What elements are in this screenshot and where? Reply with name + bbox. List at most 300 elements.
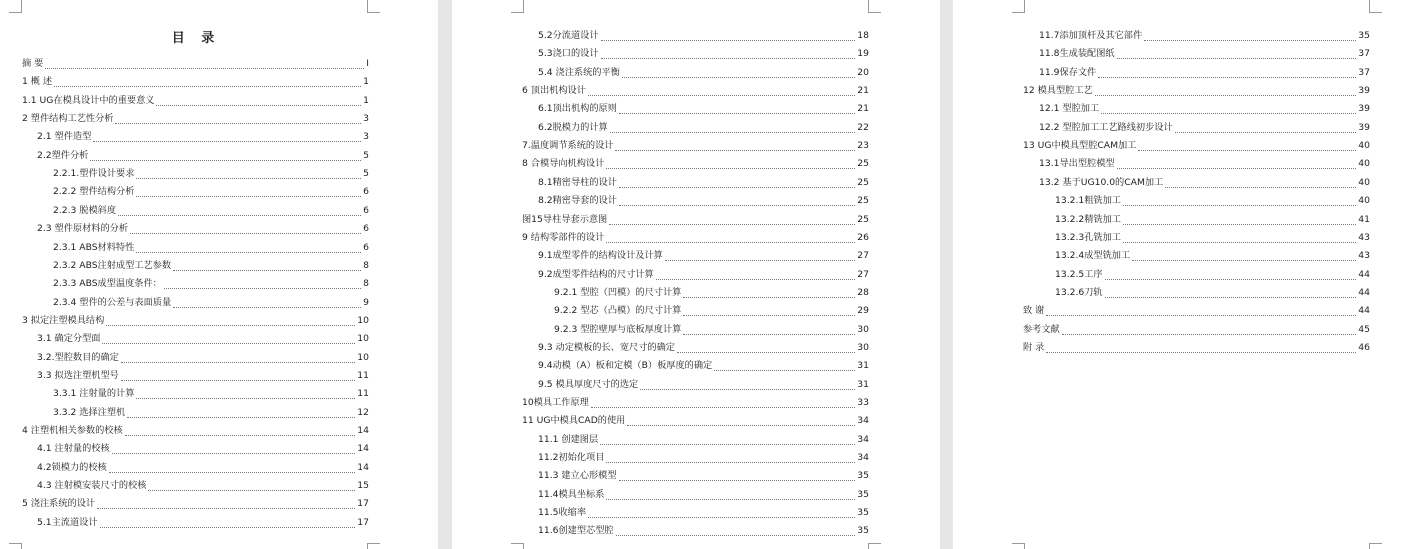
margin-corner-mark [367, 0, 380, 13]
toc-entry-title: 9.2.3 型腔壁厚与底板厚度计算 [554, 323, 682, 335]
toc-entry-title: 9.4动模（A）板和定模（B）板厚度的确定 [538, 360, 713, 372]
toc-entry[interactable] [1023, 323, 1370, 337]
toc-dot-leader [677, 343, 855, 353]
toc-entry-title: 2.3.3 ABS成型温度条件： [53, 278, 162, 290]
toc-entry-title: 4.2锁模力的校核 [37, 461, 107, 473]
toc-entry-page-number: 12 [357, 406, 369, 418]
toc-entry-title: 11.4模具坐标系 [538, 488, 605, 500]
toc-dot-leader [600, 435, 855, 445]
toc-entry-page-number: 6 [363, 223, 369, 235]
toc-entry-page-number: 40 [1358, 140, 1370, 152]
toc-entry[interactable] [37, 369, 369, 383]
toc-entry-page-number: 35 [857, 507, 869, 519]
toc-entry[interactable] [1039, 47, 1370, 61]
toc-dot-leader [1123, 215, 1356, 225]
toc-entry-page-number: 33 [857, 397, 869, 408]
toc-dot-leader [125, 426, 356, 436]
toc-dot-leader [148, 481, 355, 491]
toc-entry[interactable] [53, 204, 369, 218]
toc-entry[interactable] [1023, 304, 1370, 318]
toc-entry-page-number: 14 [357, 443, 369, 455]
margin-corner-mark [868, 543, 881, 549]
document-page-2 [452, 0, 940, 549]
toc-entry[interactable] [522, 139, 869, 153]
toc-entry-title: 3.3.2 选择注塑机 [53, 406, 126, 418]
toc-entry-title: 图15导柱导套示意图 [522, 213, 608, 225]
margin-corner-mark [9, 0, 22, 13]
toc-entry-page-number: 41 [1358, 213, 1370, 225]
toc-entry[interactable] [1023, 84, 1370, 98]
toc-entry[interactable] [53, 241, 369, 255]
toc-entry-page-number: 37 [1358, 66, 1370, 78]
toc-dot-leader [619, 196, 855, 206]
toc-dot-leader [627, 416, 855, 426]
toc-entry[interactable] [538, 194, 869, 208]
toc-entry[interactable] [1055, 194, 1370, 208]
toc-entry-title: 11.1 创建图层 [538, 433, 599, 445]
toc-entry-title: 2.3 塑件原材料的分析 [37, 223, 129, 235]
toc-dot-leader [102, 334, 355, 344]
toc-entry-page-number: 44 [1358, 268, 1370, 280]
toc-entry-page-number: 18 [857, 30, 869, 41]
toc-dot-leader [606, 453, 855, 463]
toc-entry[interactable] [53, 259, 369, 273]
toc-entry-page-number: 8 [363, 278, 369, 290]
toc-entry-page-number: 11 [357, 369, 369, 381]
toc-dot-leader [100, 518, 356, 528]
toc-entry-page-number: 25 [857, 213, 869, 225]
toc-entry-page-number: 25 [857, 195, 869, 207]
toc-entry[interactable] [1055, 268, 1370, 282]
toc-entry-title: 12.2 型腔加工工艺路线初步设计 [1039, 121, 1173, 133]
toc-dot-leader [115, 114, 361, 124]
margin-corner-mark [511, 543, 524, 549]
toc-entry-title: 3.1 确定分型面 [37, 333, 101, 345]
toc-entry-title: 4 注塑机相关参数的校核 [22, 425, 123, 436]
toc-entry-title: 11.5收缩率 [538, 507, 587, 519]
toc-entry-page-number: 40 [1358, 195, 1370, 207]
document-page-1 [0, 0, 438, 549]
toc-entry-page-number: 3 [363, 131, 369, 143]
toc-dot-leader [616, 526, 856, 536]
toc-dot-leader [1175, 123, 1357, 133]
margin-corner-mark [1369, 0, 1382, 13]
toc-entry[interactable] [538, 176, 869, 190]
toc-dot-leader [1117, 159, 1357, 169]
toc-entry[interactable] [37, 130, 369, 144]
toc-entry[interactable] [538, 488, 869, 502]
toc-entry-page-number: 15 [357, 480, 369, 492]
toc-entry-title: 13.2.5工序 [1055, 268, 1103, 280]
toc-entry-page-number: 6 [363, 186, 369, 198]
toc-entry[interactable] [1023, 139, 1370, 153]
toc-entry-title: 9.2.2 型芯（凸模）的尺寸计算 [554, 305, 682, 317]
toc-entry[interactable] [1039, 176, 1370, 190]
toc-entry-title: 8.2精密导套的设计 [538, 195, 617, 207]
toc-entry-title: 1.1 UG在模具设计中的重要意义 [22, 94, 155, 106]
toc-entry-title: 5 浇注系统的设计 [22, 498, 96, 510]
toc-entry[interactable] [1055, 231, 1370, 245]
toc-entry-page-number: 35 [1358, 30, 1370, 41]
toc-entry-title: 附 录 [1023, 341, 1045, 353]
toc-dot-leader [588, 86, 855, 96]
toc-entry-page-number: 39 [1358, 121, 1370, 133]
toc-entry[interactable] [53, 296, 369, 310]
toc-dot-leader [121, 371, 355, 381]
toc-entry-title: 13.2.6刀轨 [1055, 286, 1103, 298]
margin-corner-mark [1012, 0, 1025, 13]
toc-entry-title: 2.2塑件分析 [37, 149, 89, 161]
toc-entry-page-number: 1 [363, 94, 369, 106]
toc-entry-title: 7.温度调节系统的设计 [522, 140, 614, 152]
toc-entry[interactable] [522, 414, 869, 428]
toc-entry-title: 2.2.1.塑件设计要求 [53, 168, 135, 180]
toc-dot-leader [588, 508, 855, 518]
toc-entry[interactable] [37, 442, 369, 456]
toc-entry-title: 2 塑件结构工艺性分析 [22, 113, 114, 125]
toc-entry[interactable] [538, 29, 869, 43]
toc-entry-title: 11.7添加顶杆及其它部件 [1039, 30, 1143, 41]
toc-entry-page-number: 37 [1358, 48, 1370, 60]
toc-entry[interactable] [1023, 341, 1370, 355]
toc-entry-page-number: 40 [1358, 158, 1370, 170]
toc-entry-title: 5.3浇口的设计 [538, 48, 599, 60]
toc-entry[interactable] [1039, 102, 1370, 116]
toc-entry[interactable] [53, 185, 369, 199]
toc-dot-leader [127, 408, 355, 418]
toc-entry-page-number: 30 [857, 341, 869, 353]
toc-entry-page-number: 21 [857, 103, 869, 115]
toc-entry-title: 9.2成型零件结构的尺寸计算 [538, 268, 654, 280]
toc-dot-leader [601, 31, 856, 41]
toc-entry-title: 2.3.2 ABS注射成型工艺参数 [53, 259, 172, 271]
toc-entry-title: 13.2.3孔铣加工 [1055, 231, 1121, 243]
toc-entry[interactable] [522, 157, 869, 171]
toc-dot-leader [136, 243, 361, 253]
toc-entry[interactable] [1039, 157, 1370, 171]
toc-entry[interactable] [522, 213, 869, 227]
margin-corner-mark [9, 543, 22, 549]
toc-entry[interactable] [37, 332, 369, 346]
toc-entry[interactable] [1039, 66, 1370, 80]
toc-dot-leader [640, 380, 855, 390]
toc-entry-title: 13.1导出型腔模型 [1039, 158, 1115, 170]
toc-entry-page-number: 9 [363, 296, 369, 308]
toc-entry-page-number: 3 [363, 113, 369, 125]
toc-entry[interactable] [53, 406, 369, 420]
toc-entry-title: 5.4 浇注系统的平衡 [538, 66, 620, 78]
margin-corner-mark [367, 543, 380, 549]
toc-dot-leader [601, 49, 856, 59]
toc-entry-title: 11.6创建型芯型腔 [538, 525, 614, 537]
toc-entry-page-number: 1 [363, 76, 369, 88]
toc-entry[interactable] [554, 304, 869, 318]
toc-dot-leader [1144, 31, 1356, 41]
toc-dot-leader [1117, 49, 1357, 59]
toc-entry[interactable] [53, 277, 369, 291]
toc-entry-page-number: 25 [857, 176, 869, 188]
toc-dot-leader [656, 270, 856, 280]
toc-entry[interactable] [22, 112, 369, 126]
toc-entry-title: 4.3 注射模安装尺寸的校核 [37, 480, 147, 492]
toc-entry-page-number: 27 [857, 268, 869, 280]
toc-entry[interactable] [37, 479, 369, 493]
toc-entry[interactable] [1055, 286, 1370, 300]
toc-entry[interactable] [522, 396, 869, 410]
toc-entry-page-number: 14 [357, 425, 369, 436]
toc-entry-title: 6 顶出机构设计 [522, 85, 586, 97]
toc-dot-leader [130, 224, 361, 234]
toc-entry[interactable] [538, 506, 869, 520]
toc-entry[interactable] [1055, 249, 1370, 263]
toc-entry[interactable] [37, 222, 369, 236]
toc-entry-page-number: 21 [857, 85, 869, 97]
toc-entry-page-number: 44 [1358, 305, 1370, 317]
margin-corner-mark [511, 0, 524, 13]
toc-entry-page-number: 10 [357, 351, 369, 363]
toc-dot-leader [112, 444, 356, 454]
toc-entry-page-number: 35 [857, 525, 869, 537]
toc-dot-leader [1138, 141, 1356, 151]
toc-entry-page-number: 19 [857, 48, 869, 60]
toc-dot-leader [1062, 325, 1357, 335]
toc-entry-title: 11.2初始化项目 [538, 452, 605, 464]
toc-entry-page-number: 20 [857, 66, 869, 78]
toc-entry-title: 10模具工作原理 [522, 397, 589, 408]
toc-dot-leader [1105, 270, 1357, 280]
toc-entry-title: 1 概 述 [22, 76, 53, 88]
toc-entry-title: 3.2.型腔数目的确定 [37, 351, 119, 363]
toc-entry-title: 11.8生成装配图纸 [1039, 48, 1115, 60]
toc-dot-leader [1095, 86, 1357, 96]
toc-entry-title: 9.1成型零件的结构设计及计算 [538, 250, 663, 262]
toc-entry[interactable] [538, 359, 869, 373]
toc-entry-page-number: 39 [1358, 103, 1370, 115]
toc-dot-leader [1105, 288, 1357, 298]
toc-entry[interactable] [1039, 29, 1370, 43]
toc-entry-page-number: 25 [857, 158, 869, 170]
toc-entry-page-number: 44 [1358, 286, 1370, 298]
toc-dot-leader [173, 261, 361, 271]
toc-entry-page-number: 5 [363, 168, 369, 180]
toc-dot-leader [683, 325, 855, 335]
toc-dot-leader [164, 279, 361, 289]
toc-dot-leader [1165, 178, 1356, 188]
toc-entry-title: 12.1 型腔加工 [1039, 103, 1100, 115]
toc-entry-title: 5.1主流道设计 [37, 516, 98, 528]
toc-entry-title: 8.1精密导柱的设计 [538, 176, 617, 188]
toc-entry-page-number: 6 [363, 241, 369, 253]
toc-entry-page-number: 17 [357, 498, 369, 510]
toc-entry-title: 11.9保存文件 [1039, 66, 1097, 78]
toc-dot-leader [90, 151, 361, 161]
toc-dot-leader [45, 59, 364, 69]
toc-dot-leader [619, 471, 856, 481]
margin-corner-mark [868, 0, 881, 13]
toc-entry[interactable] [37, 351, 369, 365]
toc-dot-leader [1132, 251, 1356, 261]
toc-entry-page-number: 43 [1358, 250, 1370, 262]
toc-entry-title: 2.3.1 ABS材料特性 [53, 241, 135, 253]
toc-entry-title: 13.2.2精铣加工 [1055, 213, 1121, 225]
toc-entry-title: 11.3 建立心形模型 [538, 470, 617, 482]
toc-dot-leader [619, 178, 855, 188]
toc-entry[interactable] [538, 469, 869, 483]
toc-entry[interactable] [522, 84, 869, 98]
toc-entry[interactable] [1039, 121, 1370, 135]
toc-entry-title: 13.2.1粗铣加工 [1055, 195, 1121, 207]
toc-dot-leader [615, 141, 855, 151]
toc-dot-leader [106, 316, 355, 326]
toc-dot-leader [1123, 233, 1356, 243]
toc-entry[interactable] [554, 286, 869, 300]
toc-entry-page-number: 35 [857, 488, 869, 500]
toc-entry-page-number: 34 [857, 433, 869, 445]
toc-entry-title: 13 UG中模具型腔CAM加工 [1023, 140, 1137, 152]
toc-entry-page-number: 8 [363, 259, 369, 271]
toc-dot-leader [109, 463, 356, 473]
toc-entry[interactable] [538, 47, 869, 61]
toc-entry[interactable] [53, 167, 369, 181]
toc-dot-leader [606, 490, 855, 500]
toc-dot-leader [121, 353, 355, 363]
toc-entry-page-number: 35 [857, 470, 869, 482]
toc-entry[interactable] [37, 516, 369, 530]
toc-entry-page-number: I [366, 58, 369, 69]
toc-dot-leader [1046, 343, 1356, 353]
toc-entry-title: 6.2脱模力的计算 [538, 121, 608, 133]
toc-dot-leader [97, 499, 355, 509]
toc-dot-leader [136, 389, 355, 399]
toc-entry-page-number: 34 [857, 452, 869, 464]
toc-entry[interactable] [538, 268, 869, 282]
toc-entry[interactable] [538, 121, 869, 135]
toc-entry-page-number: 43 [1358, 231, 1370, 243]
toc-entry-title: 3 拟定注塑模具结构 [22, 314, 105, 326]
toc-entry[interactable] [22, 57, 369, 71]
toc-entry[interactable] [53, 387, 369, 401]
toc-entry[interactable] [538, 378, 869, 392]
toc-entry-page-number: 27 [857, 250, 869, 262]
toc-dot-leader [136, 187, 361, 197]
toc-dot-leader [1046, 306, 1356, 316]
margin-corner-mark [1369, 543, 1382, 549]
toc-entry[interactable] [1055, 213, 1370, 227]
toc-entry-page-number: 14 [357, 461, 369, 473]
toc-dot-leader [683, 288, 855, 298]
toc-dot-leader [622, 68, 855, 78]
toc-entry-title: 摘 要 [22, 58, 44, 69]
toc-entry-page-number: 6 [363, 204, 369, 216]
toc-entry-page-number: 34 [857, 415, 869, 427]
toc-entry-title: 9.2.1 型腔（凹模）的尺寸计算 [554, 286, 682, 298]
toc-entry-page-number: 45 [1358, 323, 1370, 335]
toc-dot-leader [606, 233, 855, 243]
toc-entry[interactable] [522, 231, 869, 245]
margin-corner-mark [1012, 543, 1025, 549]
toc-entry-page-number: 31 [857, 378, 869, 390]
toc-entry-title: 13.2.4成型铣加工 [1055, 250, 1131, 262]
toc-entry[interactable] [554, 323, 869, 337]
toc-entry[interactable] [538, 102, 869, 116]
toc-entry[interactable] [538, 451, 869, 465]
toc-entry[interactable] [22, 424, 369, 438]
toc-dot-leader [156, 96, 361, 106]
toc-dot-leader [610, 123, 856, 133]
toc-entry-title: 8 合模导向机构设计 [522, 158, 605, 170]
toc-entry-title: 12 模具型腔工艺 [1023, 85, 1093, 97]
toc-entry-page-number: 5 [363, 149, 369, 161]
toc-entry[interactable] [37, 149, 369, 163]
toc-entry-page-number: 46 [1358, 341, 1370, 353]
document-page-3 [953, 0, 1414, 549]
toc-entry-page-number: 39 [1358, 85, 1370, 97]
toc-entry[interactable] [538, 66, 869, 80]
toc-entry-page-number: 40 [1358, 176, 1370, 188]
toc-entry-page-number: 11 [357, 388, 369, 400]
toc-title: 目 录 [171, 31, 221, 46]
toc-entry-title: 11 UG中模具CAD的使用 [522, 415, 626, 427]
toc-entry[interactable] [22, 75, 369, 89]
toc-entry[interactable] [538, 524, 869, 538]
toc-entry-page-number: 23 [857, 140, 869, 152]
toc-entry-title: 9.5 模具厚度尺寸的选定 [538, 378, 639, 390]
toc-dot-leader [714, 361, 855, 371]
toc-entry[interactable] [37, 461, 369, 475]
toc-entry[interactable] [538, 341, 869, 355]
toc-dot-leader [93, 132, 361, 142]
toc-entry-page-number: 28 [857, 286, 869, 298]
toc-entry-page-number: 17 [357, 516, 369, 528]
toc-entry-page-number: 22 [857, 121, 869, 133]
toc-dot-leader [1123, 196, 1356, 206]
toc-entry-title: 3.3 拟选注塑机型号 [37, 369, 119, 381]
toc-entry-title: 9.3 动定模板的长、宽尺寸的确定 [538, 341, 675, 353]
toc-dot-leader [118, 206, 361, 216]
toc-entry[interactable] [22, 314, 369, 328]
toc-entry-title: 9 结构零部件的设计 [522, 231, 605, 243]
toc-dot-leader [619, 104, 855, 114]
toc-entry[interactable] [538, 433, 869, 447]
toc-entry[interactable] [22, 497, 369, 511]
toc-entry-page-number: 31 [857, 360, 869, 372]
toc-entry-page-number: 29 [857, 305, 869, 317]
toc-dot-leader [1098, 68, 1356, 78]
toc-entry-title: 参考文献 [1023, 323, 1060, 335]
toc-entry-page-number: 26 [857, 231, 869, 243]
toc-dot-leader [665, 251, 855, 261]
toc-dot-leader [591, 398, 855, 408]
toc-entry-page-number: 10 [357, 314, 369, 326]
toc-entry-title: 2.2.3 脱模斜度 [53, 204, 117, 216]
toc-entry[interactable] [22, 94, 369, 108]
toc-dot-leader [54, 77, 361, 87]
toc-dot-leader [136, 169, 361, 179]
toc-entry-page-number: 10 [357, 333, 369, 345]
toc-dot-leader [606, 159, 855, 169]
toc-entry-page-number: 30 [857, 323, 869, 335]
toc-entry-title: 2.3.4 塑件的公差与表面质量 [53, 296, 172, 308]
toc-entry-title: 3.3.1 注射量的计算 [53, 388, 135, 400]
toc-dot-leader [683, 306, 855, 316]
toc-entry[interactable] [538, 249, 869, 263]
toc-entry-title: 2.1 塑件造型 [37, 131, 92, 143]
toc-dot-leader [173, 298, 361, 308]
toc-entry-title: 5.2分流道设计 [538, 30, 599, 41]
toc-dot-leader [609, 215, 855, 225]
toc-entry-title: 致 谢 [1023, 305, 1045, 317]
toc-dot-leader [1101, 104, 1356, 114]
